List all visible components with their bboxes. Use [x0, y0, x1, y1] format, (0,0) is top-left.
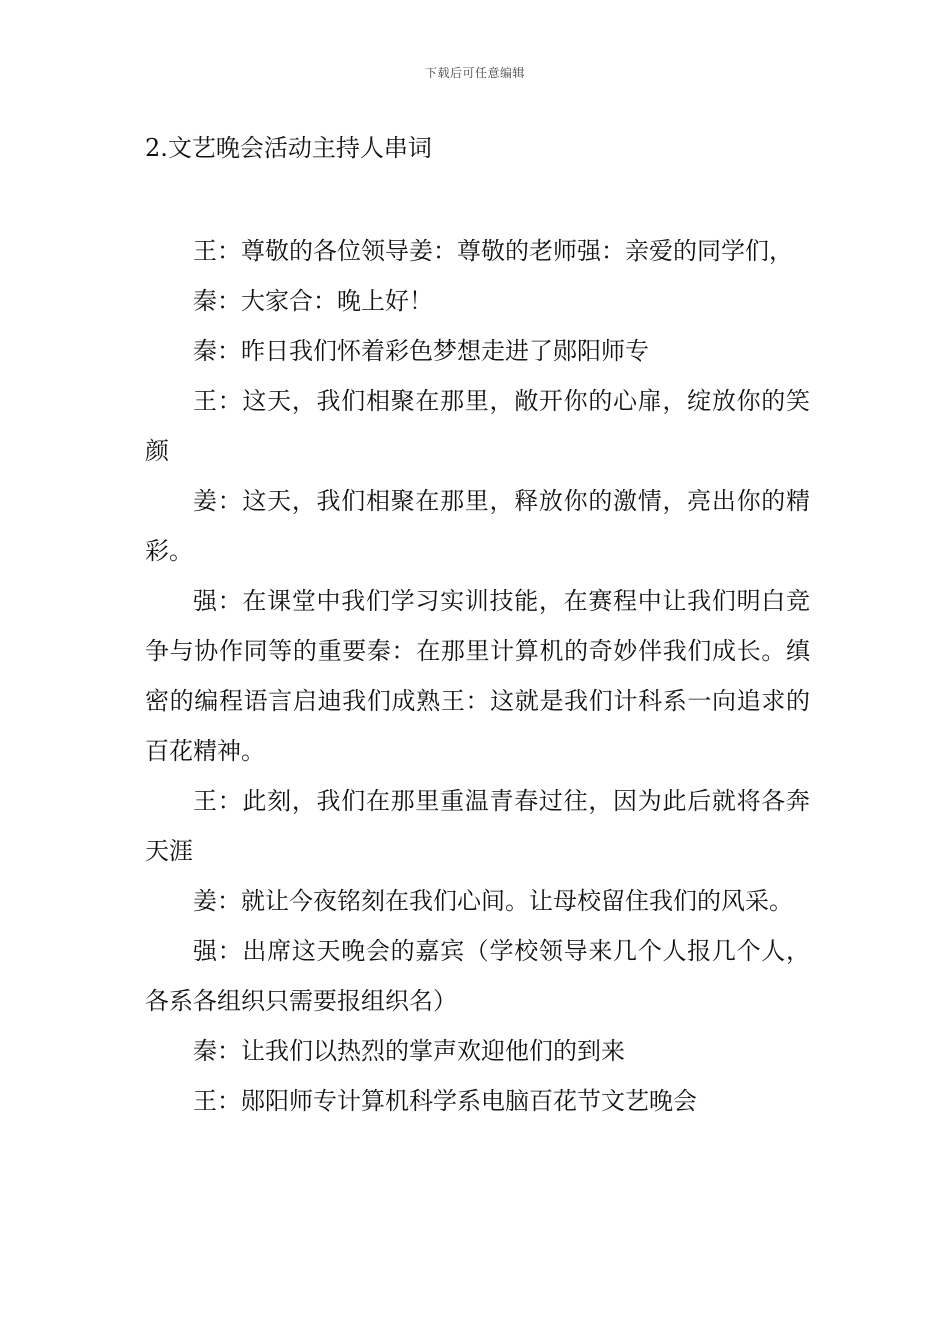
paragraph: 王：这天，我们相聚在那里，敞开你的心扉，绽放你的笑颜	[145, 387, 810, 465]
document-title: 2.文艺晚会活动主持人串词	[145, 134, 432, 162]
paragraph: 姜：就让今夜铭刻在我们心间。让母校留住我们的风采。	[193, 887, 793, 915]
paragraph: 强：出席这天晚会的嘉宾（学校领导来几个人报几个人，各系各组织只需要报组织名）	[145, 937, 810, 1015]
header-note: 下载后可任意编辑	[424, 66, 525, 80]
paragraph: 强：在课堂中我们学习实训技能，在赛程中让我们明白竞争与协作同等的重要秦：在那里计算机的奇妙伴我们成长。缜密的编程语言启迪我们成熟王：这就是我们计科系一向追求的百花精神。	[145, 587, 810, 765]
document-body	[145, 226, 810, 1126]
paragraph: 王：郧阳师专计算机科学系电脑百花节文艺晚会	[193, 1087, 697, 1115]
paragraph: 王：尊敬的各位领导姜：尊敬的老师强：亲爱的同学们，	[193, 237, 793, 265]
paragraph: 王：此刻，我们在那里重温青春过往，因为此后就将各奔天涯	[145, 787, 810, 865]
paragraph: 秦：让我们以热烈的掌声欢迎他们的到来	[193, 1037, 625, 1065]
paragraph: 姜：这天，我们相聚在那里，释放你的激情，亮出你的精彩。	[145, 487, 810, 565]
paragraph: 秦：昨日我们怀着彩色梦想走进了郧阳师专	[193, 337, 649, 365]
paragraph: 秦：大家合：晚上好！	[193, 287, 433, 315]
